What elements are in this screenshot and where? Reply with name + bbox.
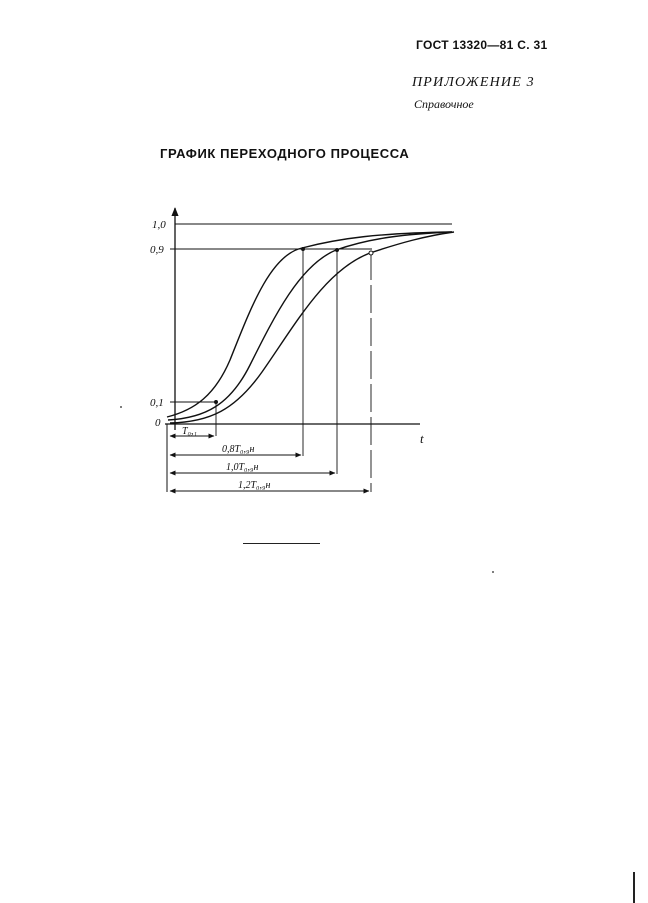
page-header-code: ГОСТ 13320—81 С. 31: [416, 38, 548, 52]
point-0-9-b: [335, 248, 339, 252]
interval-t08-label: 0,8T₀,₉н: [222, 444, 255, 455]
x-axis-label: t: [420, 431, 424, 446]
figure-title: ГРАФИК ПЕРЕХОДНОГО ПРОЦЕССА: [160, 146, 410, 161]
interval-t01-label: T₀,₁: [182, 426, 198, 437]
end-rule: [243, 543, 320, 544]
interval-t12-label: 1,2T₀,₉н: [238, 480, 271, 491]
ytick-0: 0: [155, 417, 161, 429]
appendix-subtitle: Справочное: [414, 97, 474, 111]
point-t01: [214, 400, 218, 404]
ytick-0-1: 0,1: [150, 397, 164, 409]
scan-speck: [120, 406, 122, 408]
appendix-title: ПРИЛОЖЕНИЕ 3: [412, 75, 535, 90]
interval-t10-label: 1,0T₀,₉н: [226, 462, 259, 473]
curve-0-8: [167, 232, 452, 417]
point-0-9-c: [369, 251, 373, 255]
scan-edge-mark: [633, 872, 635, 903]
scan-speck: [492, 571, 494, 573]
ytick-1-0: 1,0: [152, 219, 166, 231]
ytick-0-9: 0,9: [150, 244, 164, 256]
curve-1-2: [170, 232, 454, 423]
point-0-9-a: [301, 247, 305, 251]
